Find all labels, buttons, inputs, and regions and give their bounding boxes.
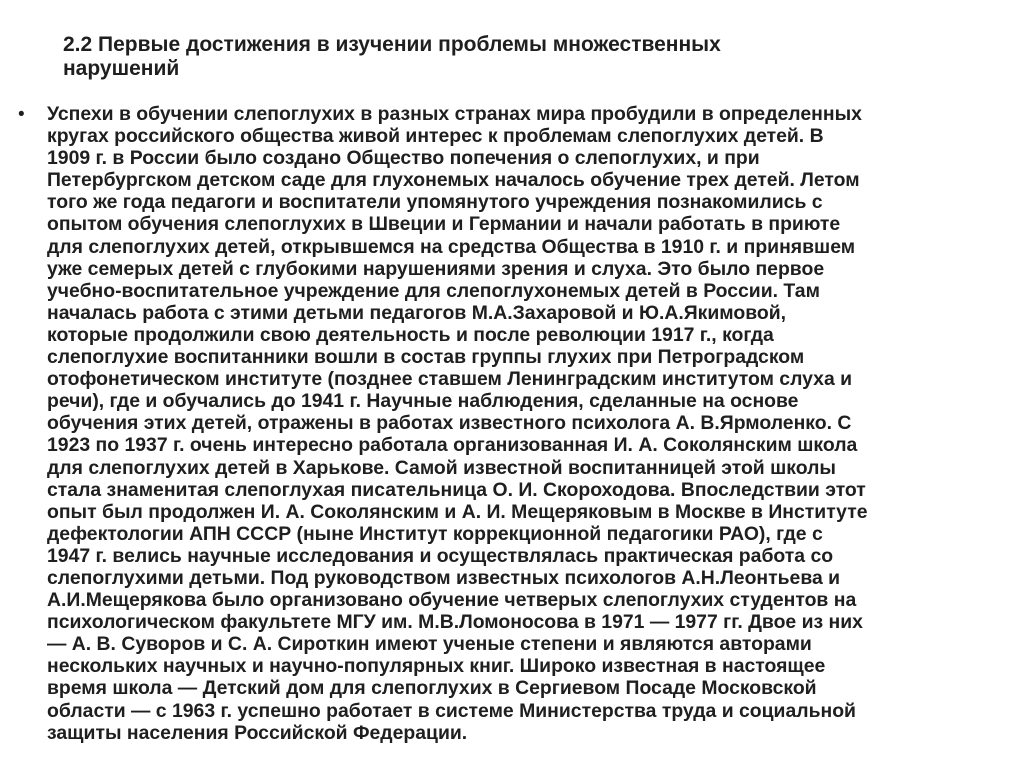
body-line: А.И.Мещерякова было организовано обучение четверых слепоглухих студентов на — [47, 589, 857, 612]
body-line: дефектологии АПН СССР (ныне Институт коррекционной педагогики РАО), где с — [47, 522, 823, 545]
body-line: Петербургском детском саде для глухонемых началось обучение трех детей. Летом — [47, 169, 860, 192]
body-line: уже семерых детей с глубокими нарушениями зрения и слуха. Это было первое — [47, 257, 825, 280]
body-line: Успехи в обучении слепоглухих в разных странах мира пробудили в определенных — [47, 103, 862, 125]
body-line: 1909 г. в России было создано Общество попечения о слепоглухих, и при — [47, 147, 760, 170]
title-line: нарушений — [63, 57, 180, 80]
bullet-marker: • — [18, 104, 25, 125]
body-line: слепоглухие воспитанники вошли в состав группы глухих при Петроградском — [47, 346, 805, 369]
body-line: 1923 по 1937 г. очень интересно работала организованная И. А. Соколянским школа — [47, 434, 858, 457]
body-line: того же года педагоги и воспитатели упомянутого учреждения познакомились с — [47, 191, 823, 214]
title-line: 2.2 Первые достижения в изучении проблемы множественных — [63, 33, 721, 56]
body-line: кругах российского общества живой интерес к проблемам слепоглухих детей. В — [47, 125, 824, 148]
body-line: психологическом факультете МГУ им. М.В.Ломоносова в 1971 — 1977 гг. Двое из них — [47, 611, 863, 634]
body-line: для слепоглухих детей, открывшемся на средства Общества в 1910 г. и принявшем — [47, 235, 856, 258]
body-line: учебно-воспитательное учреждение для слепоглухонемых детей в России. Там — [47, 279, 820, 302]
body-line: — А. В. Суворов и С. А. Сироткин имеют ученые степени и являются авторами — [47, 633, 812, 656]
body-line: которые продолжили свою деятельность и после революции 1917 г., когда — [47, 323, 774, 346]
body-line: опыт был продолжен И. А. Соколянским и А. И. Мещеряковым в Москве в Институте — [47, 500, 868, 523]
body-paragraph — [47, 103, 1007, 744]
body-line: время школа — Детский дом для слепоглухих в Сергиевом Посаде Московской — [47, 677, 817, 700]
body-line: области — с 1963 г. успешно работает в системе Министерства труда и социальной — [47, 699, 856, 722]
body-line: отофонетическом институте (позднее ставшем Ленинградским институтом слуха и — [47, 368, 853, 391]
slide-title — [63, 33, 963, 81]
body-line: началась работа с этими детьми педагогов М.А.Захаровой и Ю.А.Якимовой, — [47, 301, 787, 324]
body-line: речи), где и обучались до 1941 г. Научные наблюдения, сделанные на основе — [47, 390, 799, 413]
body-line: 1947 г. велись научные исследования и осуществлялась практическая работа со — [47, 544, 834, 567]
body-line: опытом обучения слепоглухих в Швеции и Германии и начали работать в приюте — [47, 213, 841, 236]
body-line: слепоглухими детьми. Под руководством известных психологов А.Н.Леонтьева и — [47, 566, 841, 589]
body-line: стала знаменитая слепоглухая писательница О. И. Скороходова. Впоследствии этот — [47, 478, 866, 501]
body-line: обучения этих детей, отражены в работах известного психолога А. В.Ярмоленко. С — [47, 412, 852, 435]
body-line: нескольких научных и научно-популярных книг. Широко известная в настоящее — [47, 655, 826, 678]
body-line: защиты населения Российской Федерации. — [47, 721, 468, 744]
body-line: для слепоглухих детей в Харькове. Самой известной воспитанницей этой школы — [47, 456, 836, 479]
